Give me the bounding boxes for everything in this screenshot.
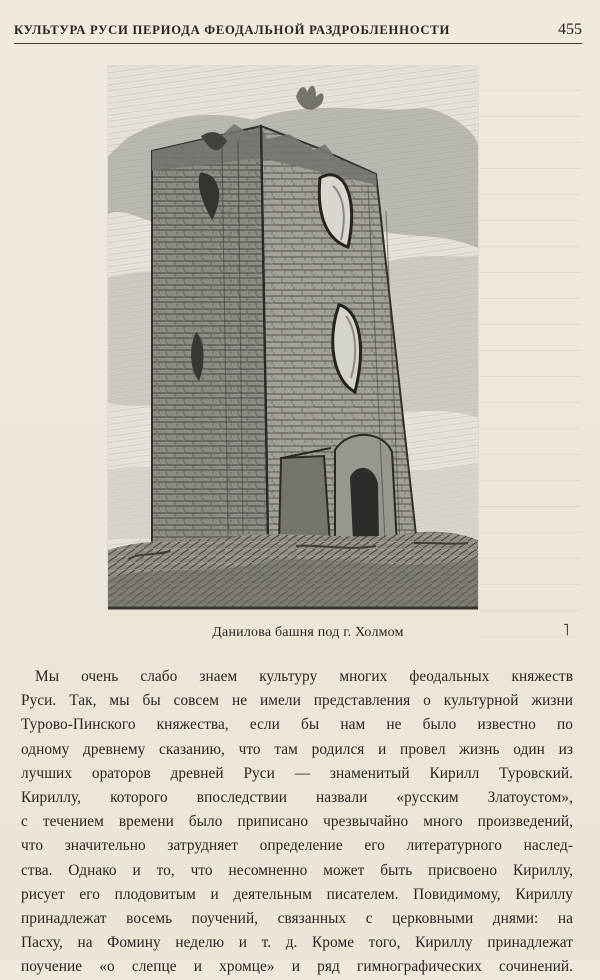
- tower-illustration: [108, 66, 478, 608]
- body-text-line: Кириллу, которого впоследствии назвали «русским Златоустом»,: [21, 789, 573, 807]
- header-rule: [14, 43, 582, 44]
- main-body-text: [21, 665, 573, 980]
- danilova-tower-engraving: [108, 66, 478, 608]
- body-text-line: рисует его плодовитым и деятельным писателем. Повидимому, Кириллу: [21, 885, 573, 903]
- body-text-line: Турово-Пинского княжества, если бы нам не было известно по: [21, 716, 573, 734]
- show-through-text-lines: [480, 70, 580, 650]
- body-text-line: Пасху, на Фомину неделю и т. д. Кроме того, Кириллу принадлежат: [21, 934, 573, 952]
- body-text-line: одному древнему сказанию, что там родился и провел жизнь один из: [21, 740, 573, 758]
- running-header: [14, 18, 582, 42]
- body-text-line: лучших ораторов древней Руси — знаменитый Кирилл Туровский.: [21, 764, 573, 782]
- body-text-line: ства. Однако и то, что несомненно может быть присвоено Кириллу,: [21, 861, 573, 879]
- body-text-line: Руси. Так, мы бы совсем не имели представления о культурной жизни: [21, 692, 573, 710]
- chapter-title: КУЛЬТУРА РУСИ ПЕРИОДА ФЕОДАЛЬНОЙ РАЗДРОБЛЕННОСТИ: [14, 22, 451, 37]
- body-text-line: Мы очень слабо знаем культуру многих феодальных княжеств: [35, 668, 573, 685]
- figure-caption: Данилова башня под г. Холмом: [212, 625, 404, 640]
- body-text-line: поучение «о слепце и хромце» и ряд гимнографических сочинений.: [21, 958, 573, 976]
- body-text-line: принадлежат восемь поучений, связанных с церковными днями: на: [21, 910, 573, 928]
- corner-mark: ˥: [563, 622, 570, 639]
- page-number: 455: [558, 21, 582, 38]
- body-text-line: с течением времени было приписано чрезвычайно много произведений,: [21, 813, 573, 831]
- body-text-line: что значительно затрудняет определение его литературного наслед-: [21, 837, 573, 855]
